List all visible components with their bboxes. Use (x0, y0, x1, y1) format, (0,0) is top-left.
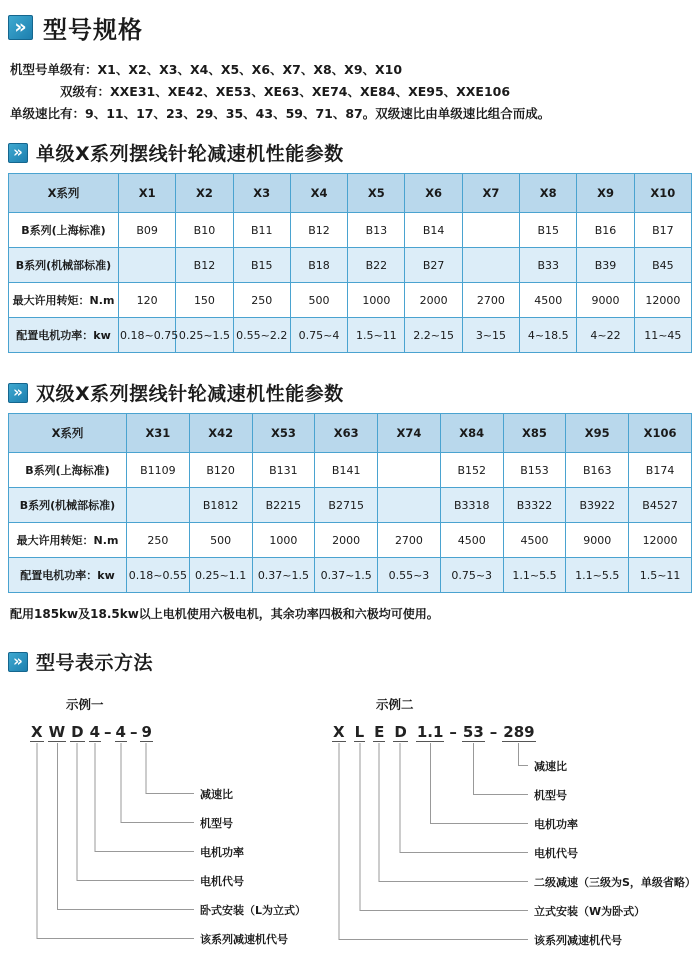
table-cell: 4500 (520, 283, 577, 318)
column-header: X74 (378, 414, 441, 453)
column-header: X53 (252, 414, 315, 453)
column-header: X85 (503, 414, 566, 453)
model-code-segment: D (71, 723, 84, 741)
model-code-segment: W (48, 723, 66, 741)
model-code-diagram-example2 (320, 689, 696, 961)
code-part-label: 电机功率 (200, 845, 244, 859)
table-cell: 0.37~1.5 (252, 558, 315, 593)
table-cell: 120 (119, 283, 176, 318)
table-cell: B14 (405, 213, 462, 248)
code-part-label: 二级减速（三级为S，单级省略） (534, 875, 696, 889)
section-title: 双级X系列摆线针轮减速机性能参数 (36, 383, 344, 405)
table-cell: 9000 (577, 283, 634, 318)
table-cell: B4527 (629, 488, 692, 523)
table-cell: B12 (176, 248, 233, 283)
table-cell: 1000 (252, 523, 315, 558)
section-heading-single-stage (8, 139, 692, 166)
section-title: 型号表示方法 (36, 652, 154, 674)
model-code-segment: 4 (115, 723, 126, 741)
code-part-label: 电机功率 (534, 817, 578, 831)
code-part-labels (534, 751, 694, 954)
table-cell: B3322 (503, 488, 566, 523)
table-cell: B3318 (440, 488, 503, 523)
model-code-segment: 9 (141, 723, 152, 741)
intro-line-single-stage: 机型号单级有：X1、X2、X3、X4、X5、X6、X7、X8、X9、X10 (10, 62, 403, 77)
column-header-series: X系列 (9, 414, 127, 453)
table-cell: 1.1~5.5 (503, 558, 566, 593)
page-title-block (8, 10, 692, 45)
table-cell: 4500 (440, 523, 503, 558)
column-header: X1 (119, 174, 176, 213)
table-cell: 0.75~3 (440, 558, 503, 593)
column-header: X6 (405, 174, 462, 213)
double-stage-performance-table (8, 413, 692, 593)
model-code-segment: L (354, 723, 365, 741)
table-row (9, 453, 692, 488)
table-cell: 1.5~11 (348, 318, 405, 353)
table-cell: B153 (503, 453, 566, 488)
table-cell: B120 (189, 453, 252, 488)
code-separator-dash: – (129, 723, 138, 741)
table-row (9, 213, 692, 248)
row-label: 最大许用转矩：N.m (9, 523, 127, 558)
table-cell: B45 (634, 248, 691, 283)
column-header: X95 (566, 414, 629, 453)
table-cell: 9000 (566, 523, 629, 558)
section-heading-double-stage (8, 379, 692, 406)
code-part-label: 卧式安装（L为立式） (200, 903, 307, 917)
code-part-label: 机型号 (200, 816, 233, 830)
table-cell: B39 (577, 248, 634, 283)
column-header: X3 (233, 174, 290, 213)
table-cell: 500 (189, 523, 252, 558)
model-code-diagram-example1 (20, 689, 340, 961)
table-head (9, 414, 692, 453)
table-cell: 2700 (378, 523, 441, 558)
table-cell: B10 (176, 213, 233, 248)
intro-line-ratios: 单级速比有：9、11、17、23、29、35、43、59、71、87。双级速比由单级速比组合而成。 (10, 106, 551, 121)
table-row (9, 318, 692, 353)
table-cell: 12000 (634, 283, 691, 318)
table-cell: B152 (440, 453, 503, 488)
table-cell (119, 248, 176, 283)
table-cell (378, 488, 441, 523)
table-cell: 0.75~4 (290, 318, 347, 353)
table-cell: 11~45 (634, 318, 691, 353)
row-label: B系列(机械部标准) (9, 248, 119, 283)
table-cell (462, 248, 519, 283)
column-header: X106 (629, 414, 692, 453)
code-part-label: 电机代号 (200, 874, 244, 888)
column-header-series: X系列 (9, 174, 119, 213)
example-label: 示例一 (66, 697, 104, 712)
code-part-labels (200, 779, 340, 953)
intro-line-double-stage: 双级有：XXE31、XE42、XE53、XE63、XE74、XE84、XE95、XXE106 (60, 84, 511, 99)
code-part-label: 该系列减速机代号 (534, 933, 622, 947)
model-spec-intro (10, 59, 692, 125)
model-code-segment: X (31, 723, 43, 741)
table-cell: 250 (233, 283, 290, 318)
row-label: B系列(上海标准) (9, 453, 127, 488)
table-cell: 1.5~11 (629, 558, 692, 593)
row-label: B系列(上海标准) (9, 213, 119, 248)
table-cell: B18 (290, 248, 347, 283)
column-header: X10 (634, 174, 691, 213)
row-label: 配置电机功率：kw (9, 318, 119, 353)
code-part-label: 减速比 (200, 787, 233, 801)
column-header: X2 (176, 174, 233, 213)
table-cell: 4500 (503, 523, 566, 558)
column-header: X9 (577, 174, 634, 213)
column-header: X31 (127, 414, 190, 453)
table-cell: B13 (348, 213, 405, 248)
table-cell: B163 (566, 453, 629, 488)
table-cell: 0.25~1.1 (189, 558, 252, 593)
double-chevron-right-icon: » (8, 143, 28, 163)
model-code (328, 723, 540, 742)
table-row (9, 248, 692, 283)
table-cell: 0.55~2.2 (233, 318, 290, 353)
table-cell: B16 (577, 213, 634, 248)
model-code-segment: 53 (462, 723, 484, 741)
table-cell: B27 (405, 248, 462, 283)
table-cell: 0.25~1.5 (176, 318, 233, 353)
column-header: X84 (440, 414, 503, 453)
double-chevron-right-icon: » (8, 383, 28, 403)
column-header: X7 (462, 174, 519, 213)
code-separator-dash: – (449, 723, 457, 741)
table-cell: 2000 (315, 523, 378, 558)
example-label: 示例二 (376, 697, 414, 712)
table-cell: B131 (252, 453, 315, 488)
table-cell: B17 (634, 213, 691, 248)
table-cell (462, 213, 519, 248)
row-label: 最大许用转矩：N.m (9, 283, 119, 318)
table-cell: B33 (520, 248, 577, 283)
table-cell: 2.2~15 (405, 318, 462, 353)
table-cell: 250 (127, 523, 190, 558)
table-cell: 1.1~5.5 (566, 558, 629, 593)
model-code-segment: 4 (89, 723, 101, 741)
model-code-segment: 289 (503, 723, 535, 741)
table-cell: B2215 (252, 488, 315, 523)
table-cell: B1812 (189, 488, 252, 523)
column-header: X42 (189, 414, 252, 453)
table-cell: B15 (520, 213, 577, 248)
model-code-segment: X (333, 723, 345, 741)
table-cell: 0.18~0.75 (119, 318, 176, 353)
table-row (9, 283, 692, 318)
column-header: X8 (520, 174, 577, 213)
row-label: B系列(机械部标准) (9, 488, 127, 523)
table-cell: B09 (119, 213, 176, 248)
table-body (9, 213, 692, 353)
table-cell: B2715 (315, 488, 378, 523)
double-chevron-right-icon: » (8, 15, 33, 40)
table-cell: B15 (233, 248, 290, 283)
code-part-label: 该系列减速机代号 (200, 932, 288, 946)
code-separator-dash: – (104, 723, 112, 741)
table-cell: 2000 (405, 283, 462, 318)
motor-pole-note: 配用185kw及18.5kw以上电机使用六极电机，其余功率四极和六极均可使用。 (10, 607, 439, 621)
model-notation-diagrams (8, 689, 696, 961)
table-cell (127, 488, 190, 523)
table-row (9, 523, 692, 558)
single-stage-performance-table (8, 173, 692, 353)
table-cell: 2700 (462, 283, 519, 318)
code-separator-dash: – (489, 723, 498, 741)
table-row (9, 558, 692, 593)
page-title: 型号规格 (43, 16, 143, 44)
table-cell: 12000 (629, 523, 692, 558)
table-cell: 1000 (348, 283, 405, 318)
column-header: X5 (348, 174, 405, 213)
column-header: X4 (290, 174, 347, 213)
column-header: X63 (315, 414, 378, 453)
table-cell: 3~15 (462, 318, 519, 353)
table-cell: B141 (315, 453, 378, 488)
code-part-label: 立式安装（W为卧式） (534, 904, 646, 918)
table-cell: B11 (233, 213, 290, 248)
table-cell: B3922 (566, 488, 629, 523)
table-cell: 0.55~3 (378, 558, 441, 593)
double-chevron-right-icon: » (8, 652, 28, 672)
table-cell (378, 453, 441, 488)
model-code-segment: 1.1 (416, 723, 444, 741)
table-cell: B1109 (127, 453, 190, 488)
model-code-segment: D (394, 723, 407, 741)
table-cell: 150 (176, 283, 233, 318)
table-cell: 500 (290, 283, 347, 318)
row-label: 配置电机功率：kw (9, 558, 127, 593)
model-code (28, 723, 155, 742)
model-code-segment: E (374, 723, 385, 741)
section-heading-model-notation (8, 648, 692, 675)
table-cell: B22 (348, 248, 405, 283)
code-part-label: 电机代号 (534, 846, 578, 860)
code-part-label: 减速比 (534, 759, 567, 773)
table-cell: B12 (290, 213, 347, 248)
table-cell: B174 (629, 453, 692, 488)
section-title: 单级X系列摆线针轮减速机性能参数 (36, 143, 344, 165)
table-cell: 4~22 (577, 318, 634, 353)
code-part-label: 机型号 (534, 788, 567, 802)
table-head (9, 174, 692, 213)
table-cell: 4~18.5 (520, 318, 577, 353)
table-cell: 0.37~1.5 (315, 558, 378, 593)
table-cell: 0.18~0.55 (127, 558, 190, 593)
table-body (9, 453, 692, 593)
table-row (9, 488, 692, 523)
